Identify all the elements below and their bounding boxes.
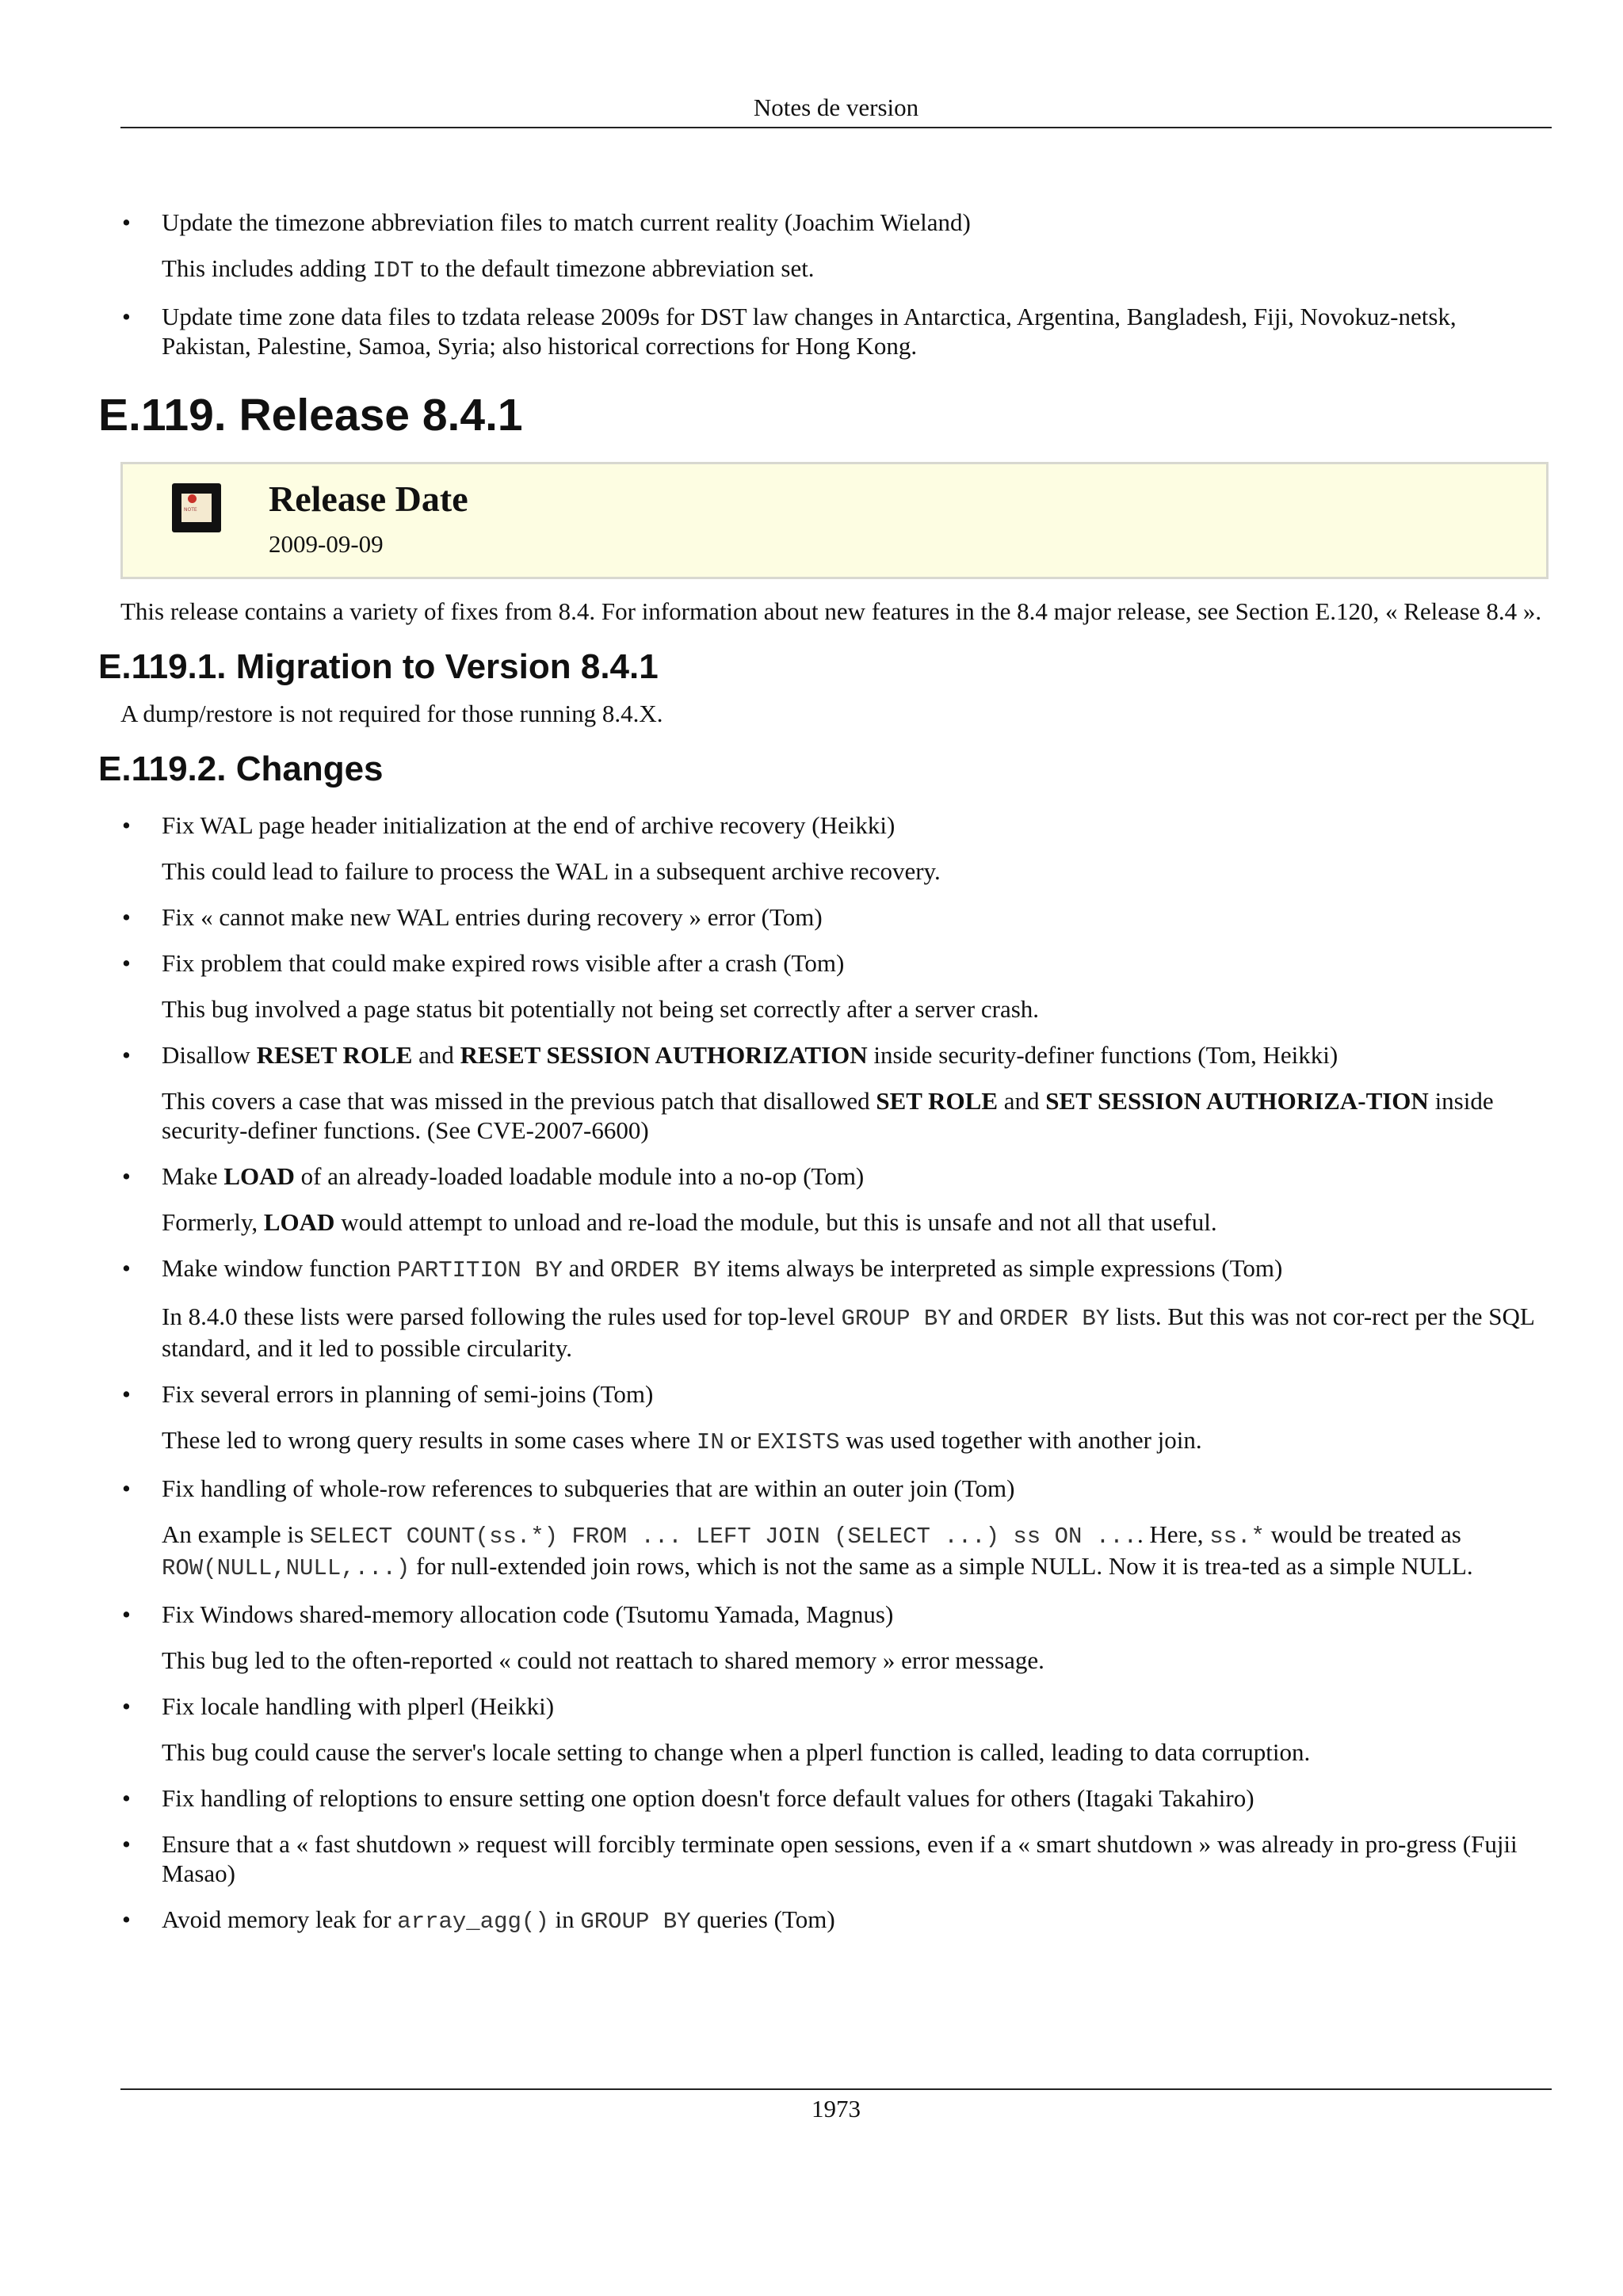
- changes-list: [98, 810, 1552, 1936]
- list-item: [98, 1161, 1552, 1237]
- item-detail: This bug involved a page status bit potentially not being set correctly after a server crash.: [162, 995, 1040, 1023]
- item-title: Ensure that a « fast shutdown » request will forcibly terminate open sessions, even if a « smart shutdown » was already in pro-gress (Fujii Masao): [162, 1830, 1518, 1887]
- list-item: [98, 1474, 1552, 1583]
- item-title: Fix Windows shared-memory allocation code (Tsutomu Yamada, Magnus): [162, 1600, 894, 1628]
- footer-rule: [120, 2088, 1552, 2090]
- bullet: •: [122, 1474, 131, 1502]
- list-item: [98, 1783, 1552, 1813]
- code-text: IDT: [372, 257, 414, 284]
- bullet: •: [122, 1905, 131, 1933]
- bullet: •: [122, 1692, 131, 1720]
- item-title: Make window function PARTITION BY and ORDER BY items always be interpreted as simple expressions (Tom): [162, 1254, 1283, 1283]
- section-heading: E.119. Release 8.4.1: [98, 390, 523, 441]
- bullet: •: [122, 1041, 131, 1069]
- item-title: Avoid memory leak for array_agg() in GROUP BY queries (Tom): [162, 1905, 835, 1935]
- bullet: •: [122, 1162, 131, 1190]
- note-icon: NOTE: [172, 483, 221, 532]
- bullet: •: [122, 1254, 131, 1282]
- item-detail: This bug led to the often-reported « could not reattach to shared memory » error message.: [162, 1646, 1044, 1674]
- running-header: Notes de version: [753, 93, 919, 121]
- list-item: [98, 902, 1552, 932]
- item-detail: An example is SELECT COUNT(ss.*) FROM ... LEFT JOIN (SELECT ...) ss ON .... Here, ss.* would be treated as ROW(NULL,NULL,...) for null-extended join rows, which is not the same as a simple NULL. Now it is trea-ted as a simple NULL.: [162, 1520, 1473, 1581]
- list-item: [98, 302, 1552, 360]
- migration-text: A dump/restore is not required for those running 8.4.X.: [120, 700, 663, 727]
- item-detail: These led to wrong query results in some cases where IN or EXISTS was used together with another join.: [162, 1426, 1202, 1455]
- bullet: •: [122, 903, 131, 931]
- item-title: Update the timezone abbreviation files to match current reality (Joachim Wieland): [162, 208, 971, 236]
- item-detail: This could lead to failure to process the WAL in a subsequent archive recovery.: [162, 857, 941, 885]
- list-item: [98, 1600, 1552, 1675]
- item-detail: In 8.4.0 these lists were parsed following the rules used for top-level GROUP BY and ORDER BY lists. But this was not cor-rect per the SQL standard, and it led to possible circularity.: [162, 1302, 1534, 1362]
- item-detail: Formerly, LOAD would attempt to unload and re-load the module, but this is unsafe and not all that useful.: [162, 1208, 1217, 1236]
- item-title: Update time zone data files to tzdata release 2009s for DST law changes in Antarctica, Argentina, Bangladesh, Fiji, Novokuz-netsk, Pakistan, Palestine, Samoa, Syria; also historical corrections for Hong Kong.: [162, 303, 1457, 360]
- release-date-note: [120, 462, 1549, 579]
- bullet: •: [122, 1600, 131, 1628]
- subsection-heading-migration: E.119.1. Migration to Version 8.4.1: [98, 647, 659, 686]
- item-title: Fix locale handling with plperl (Heikki): [162, 1692, 555, 1720]
- header-rule: [120, 127, 1552, 128]
- list-item: [98, 1040, 1552, 1145]
- item-detail: This includes adding IDT to the default timezone abbreviation set.: [162, 254, 815, 284]
- bullet: •: [122, 1784, 131, 1812]
- page-number: 1973: [812, 2095, 861, 2122]
- note-title: Release Date: [269, 479, 468, 519]
- list-item: [98, 208, 1552, 285]
- item-title: Fix problem that could make expired rows visible after a crash (Tom): [162, 949, 845, 977]
- item-title: Fix WAL page header initialization at the end of archive recovery (Heikki): [162, 811, 896, 839]
- list-item: [98, 1905, 1552, 1936]
- item-title: Fix several errors in planning of semi-joins (Tom): [162, 1380, 654, 1408]
- bullet: •: [122, 303, 131, 330]
- intro-paragraph: This release contains a variety of fixes from 8.4. For information about new features in the 8.4 major release, see Section E.120, « Release 8.4 ».: [120, 597, 1542, 625]
- item-title: Disallow RESET ROLE and RESET SESSION AUTHORIZATION inside security-definer functions (Tom, Heikki): [162, 1041, 1338, 1069]
- list-item: [98, 1379, 1552, 1457]
- list-item: [98, 1691, 1552, 1767]
- item-title: Fix handling of whole-row references to subqueries that are within an outer join (Tom): [162, 1474, 1015, 1502]
- item-detail: This covers a case that was missed in the previous patch that disallowed SET ROLE and SET SESSION AUTHORIZA-TION inside security-definer functions. (See CVE-2007-6600): [162, 1087, 1494, 1144]
- bullet: •: [122, 208, 131, 236]
- list-item: [98, 1253, 1552, 1363]
- item-title: Make LOAD of an already-loaded loadable module into a no-op (Tom): [162, 1162, 865, 1190]
- bullet: •: [122, 1380, 131, 1408]
- bullet: •: [122, 1830, 131, 1858]
- list-item: [98, 1829, 1552, 1888]
- top-list: [98, 208, 1552, 360]
- bullet: •: [122, 811, 131, 839]
- list-item: [98, 948, 1552, 1024]
- subsection-heading-changes: E.119.2. Changes: [98, 749, 384, 788]
- page-content: [98, 208, 1552, 1953]
- item-title: Fix « cannot make new WAL entries during recovery » error (Tom): [162, 903, 823, 931]
- bullet: •: [122, 949, 131, 977]
- item-detail: This bug could cause the server's locale setting to change when a plperl function is called, leading to data corruption.: [162, 1738, 1311, 1766]
- list-item: [98, 810, 1552, 886]
- item-title: Fix handling of reloptions to ensure setting one option doesn't force default values for others (Itagaki Takahiro): [162, 1784, 1254, 1812]
- release-date: 2009-09-09: [269, 530, 384, 558]
